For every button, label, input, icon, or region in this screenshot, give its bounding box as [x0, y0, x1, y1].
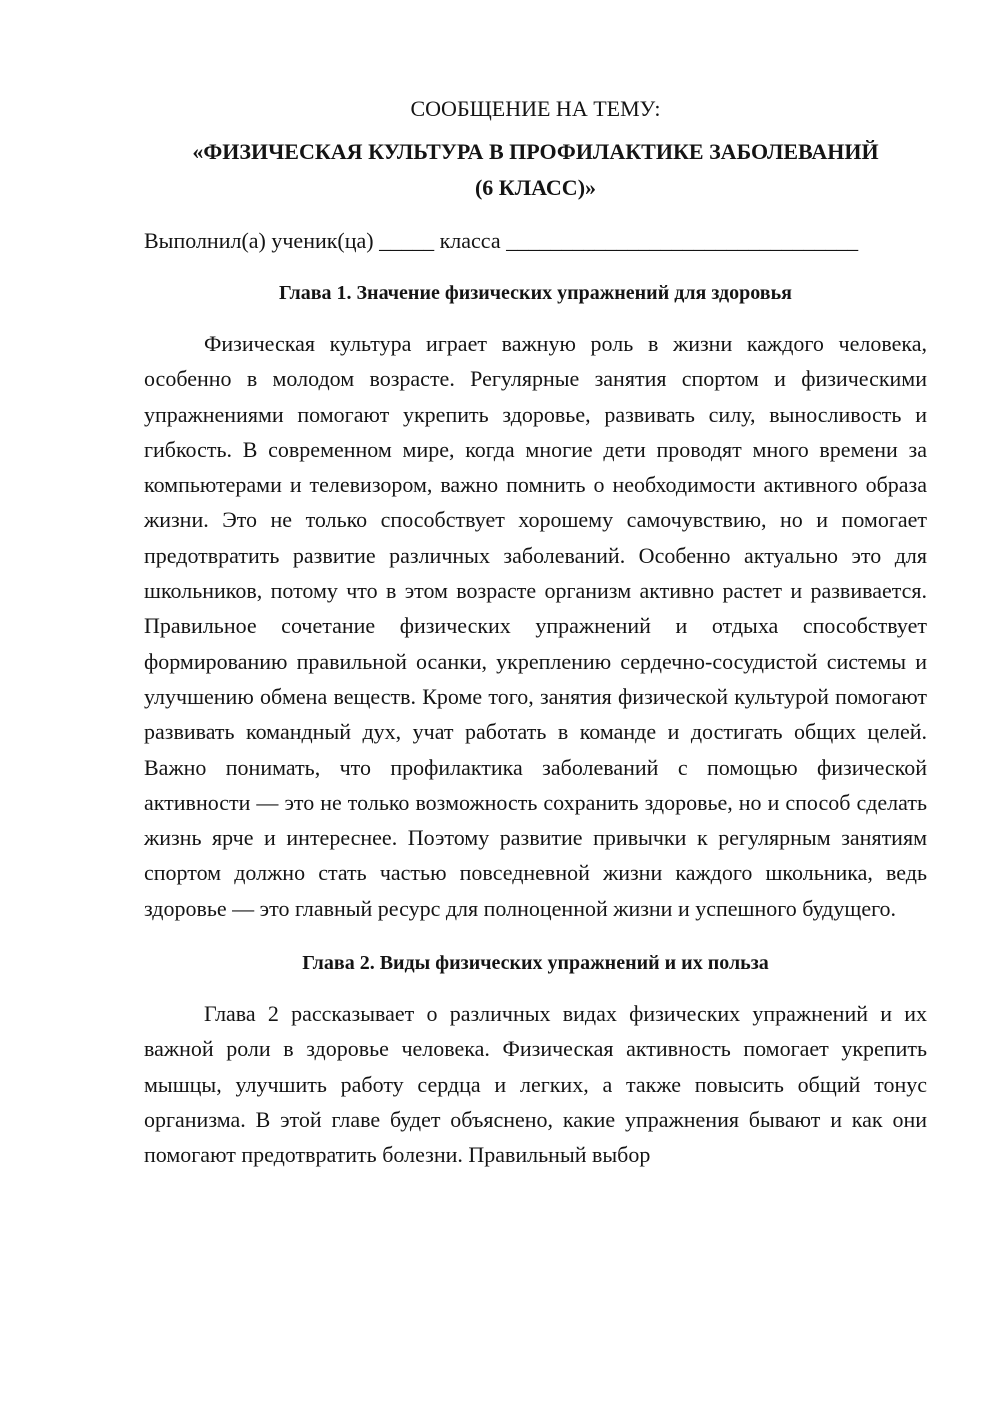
document-title-grade: (6 КЛАСС)» [474, 175, 597, 200]
chapter-1-text: Физическая культура играет важную роль в жизни каждого человека, особенно в молодом возрасте. Регулярные занятия спортом и физическими упражнениями помогают укрепить здоровье, развивать силу, выносливость и гибкость. В современном мире, когда многие дети проводят много времени за компьютерами и телевизором, важно помнить о необходимости активного образа жизни. Это не только способствует хорошему самочувствию, но и помогает предотвратить развитие различных заболеваний. Особенно актуально это для школьников, потому что в этом возрасте организм активно растет и развивается. Правильное сочетание физических упражнений и отдыха способствует формированию правильной осанки, укреплению сердечно-сосудистой системы и улучшению обмена веществ. Кроме того, занятия физической культурой помогают развивать командный дух, учат работать в команде и достигать общих целей. Важно понимать, что профилактика заболеваний с помощью физической активности — это не только возможность сохранить здоровье, но и способ сделать жизнь ярче и интереснее. Поэтому развитие привычки к регулярным занятиям спортом должно стать частью повседневной жизни каждого школьника, ведь здоровье — это главный ресурс для полноценной жизни и успешного будущего. [144, 331, 927, 921]
document-title: «ФИЗИЧЕСКАЯ КУЛЬТУРА В ПРОФИЛАКТИКЕ ЗАБОЛЕВАНИЙ [192, 139, 879, 164]
chapter-1-heading: Глава 1. Значение физических упражнений для здоровья [279, 282, 792, 304]
document-content [144, 92, 927, 1173]
document-header-line: СООБЩЕНИЕ НА ТЕМУ: [410, 96, 661, 121]
author-line: Выполнил(а) ученик(ца) _____ класса ________________________________ [144, 228, 859, 253]
chapter-2-text: Глава 2 рассказывает о различных видах физических упражнений и их важной роли в здоровье человека. Физическая активность помогает укрепить мышцы, улучшить работу сердца и легких, а также повысить общий тонус организма. В этой главе будет объяснено, какие упражнения бывают и как они помогают предотвратить болезни. Правильный выбор [144, 1001, 927, 1168]
chapter-2-heading: Глава 2. Виды физических упражнений и их польза [302, 952, 769, 975]
